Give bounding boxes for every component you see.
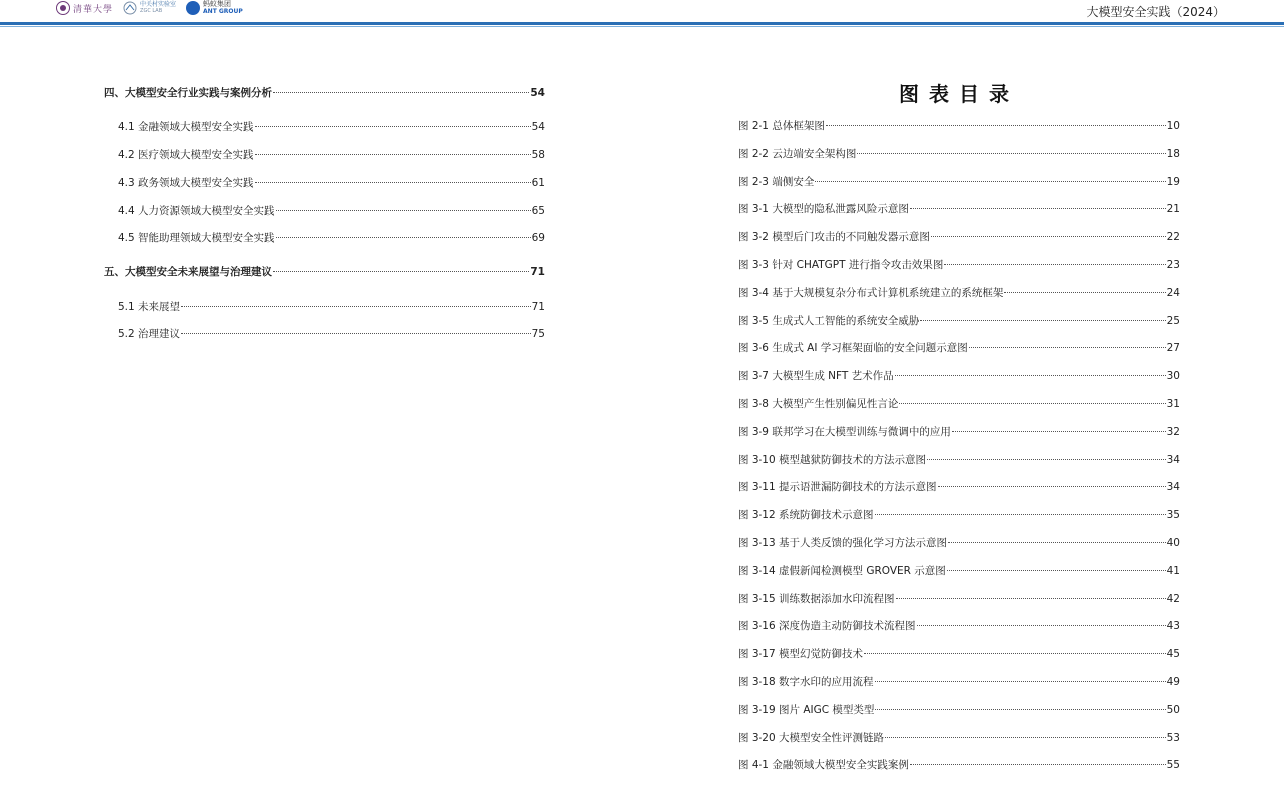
toc-entry[interactable] (118, 148, 545, 162)
dot-leader (947, 569, 1166, 571)
dot-leader (276, 236, 531, 238)
dot-leader (895, 374, 1166, 376)
toc-entry[interactable] (738, 647, 1180, 661)
toc-entry-page-number: 53 (1166, 732, 1180, 744)
ant-group-name-cn: 蚂蚁集团 (203, 0, 232, 8)
toc-entry-page-number: 43 (1166, 620, 1180, 632)
toc-entry-page-number: 30 (1166, 370, 1180, 382)
dot-leader (255, 153, 531, 155)
dot-leader (255, 181, 531, 183)
toc-entry[interactable] (738, 508, 1180, 522)
toc-entry-label: 图 3-11 提示语泄漏防御技术的方法示意图 (738, 481, 937, 493)
toc-entry-page-number: 69 (531, 232, 545, 244)
toc-entry[interactable] (738, 619, 1180, 633)
toc-entry[interactable] (738, 480, 1180, 494)
toc-entry-label: 图 3-15 训练数据添加水印流程图 (738, 593, 895, 605)
toc-entry-page-number: 75 (531, 328, 545, 340)
toc-entry[interactable] (738, 258, 1180, 272)
zgc-lab-name-en: ZGC LAB (140, 8, 163, 14)
zgc-lab-mark-icon (123, 1, 137, 15)
dot-leader (826, 124, 1166, 126)
toc-entry-page-number: 65 (531, 205, 545, 217)
toc-entry[interactable] (738, 397, 1180, 411)
header-rule-thin (0, 26, 1284, 27)
toc-entry[interactable] (104, 265, 545, 279)
toc-entry-label: 图 2-1 总体框架图 (738, 120, 825, 132)
toc-entry-page-number: 61 (531, 177, 545, 189)
toc-entry-label: 图 3-14 虚假新闻检测模型 GROVER 示意图 (738, 565, 946, 577)
toc-entry-label: 图 3-2 模型后门攻击的不同触发器示意图 (738, 231, 930, 243)
toc-entry-page-number: 49 (1166, 676, 1180, 688)
toc-entry-label: 4.1 金融领域大模型安全实践 (118, 121, 254, 133)
toc-entry[interactable] (738, 536, 1180, 550)
dot-leader (864, 652, 1166, 654)
dot-leader (969, 346, 1166, 348)
dot-leader (875, 680, 1166, 682)
toc-entry-label: 图 3-8 大模型产生性别偏见性言论 (738, 398, 899, 410)
document-title: 大模型安全实践（2024） (1086, 5, 1225, 19)
toc-entry-label: 五、大模型安全未来展望与治理建议 (104, 266, 272, 278)
toc-entry[interactable] (738, 425, 1180, 439)
toc-entry-page-number: 50 (1166, 704, 1180, 716)
toc-entry-page-number: 71 (531, 301, 545, 313)
dot-leader (181, 305, 531, 307)
toc-entry-page-number: 21 (1166, 203, 1180, 215)
toc-entry-label: 图 4-1 金融领域大模型安全实践案例 (738, 759, 909, 771)
ant-group-name-en: ANT GROUP (203, 8, 243, 15)
ant-group-mark-icon (186, 1, 200, 15)
toc-entry-page-number: 45 (1166, 648, 1180, 660)
page-header (0, 0, 1284, 22)
dot-leader (931, 235, 1166, 237)
toc-entry[interactable] (738, 675, 1180, 689)
dot-leader (181, 332, 531, 334)
dot-leader (927, 458, 1166, 460)
toc-entry-page-number: 58 (531, 149, 545, 161)
toc-entry[interactable] (738, 758, 1180, 772)
toc-entry-page-number: 54 (531, 121, 545, 133)
toc-entry[interactable] (738, 202, 1180, 216)
toc-entry-page-number: 22 (1166, 231, 1180, 243)
toc-entry-page-number: 34 (1166, 454, 1180, 466)
toc-entry-label: 图 3-3 针对 CHATGPT 进行指令攻击效果图 (738, 259, 944, 271)
dot-leader (920, 319, 1165, 321)
toc-entry-page-number: 18 (1166, 148, 1180, 160)
toc-entry-page-number: 31 (1166, 398, 1180, 410)
logo-bar (56, 0, 243, 16)
toc-entry-label: 图 3-7 大模型生成 NFT 艺术作品 (738, 370, 894, 382)
toc-entry-label: 图 3-9 联邦学习在大模型训练与微调中的应用 (738, 426, 951, 438)
toc-entry-label: 图 3-20 大模型安全性评测链路 (738, 732, 885, 744)
toc-entry-page-number: 35 (1166, 509, 1180, 521)
dot-leader (875, 708, 1165, 710)
header-rule (0, 22, 1284, 25)
toc-entry-page-number: 24 (1166, 287, 1180, 299)
toc-entry[interactable] (118, 120, 545, 134)
toc-entry[interactable] (118, 231, 545, 245)
toc-entry-label: 5.1 未来展望 (118, 301, 181, 313)
toc-entry-label: 图 3-4 基于大规模复杂分布式计算机系统建立的系统框架 (738, 287, 1004, 299)
toc-entry-label: 图 3-17 模型幻觉防御技术 (738, 648, 864, 660)
toc-entry-label: 图 2-2 云边端安全架构图 (738, 148, 857, 160)
toc-entry-page-number: 71 (530, 266, 545, 278)
tsinghua-logo-text: 清華大學 (73, 4, 114, 15)
tsinghua-logo (56, 1, 113, 15)
toc-entry-page-number: 42 (1166, 593, 1180, 605)
dot-leader (910, 207, 1166, 209)
toc-entry-label: 图 3-10 模型越狱防御技术的方法示意图 (738, 454, 927, 466)
toc-entry-label: 图 3-16 深度伪造主动防御技术流程图 (738, 620, 916, 632)
toc-entry[interactable] (738, 592, 1180, 606)
dot-leader (896, 597, 1166, 599)
toc-entry[interactable] (118, 327, 545, 341)
dot-leader (255, 125, 531, 127)
dot-leader (815, 180, 1165, 182)
toc-entry-label: 图 3-12 系统防御技术示意图 (738, 509, 874, 521)
figures-list-title: 图表目录 (899, 82, 1019, 106)
toc-entry[interactable] (738, 731, 1180, 745)
toc-entry-label: 图 3-13 基于人类反馈的强化学习方法示意图 (738, 537, 948, 549)
toc-entry-label: 图 3-1 大模型的隐私泄露风险示意图 (738, 203, 909, 215)
toc-entry[interactable] (738, 341, 1180, 355)
toc-entry-label: 图 2-3 端侧安全 (738, 176, 815, 188)
ant-group-logo (186, 1, 243, 15)
toc-entry-label: 4.5 智能助理领域大模型安全实践 (118, 232, 275, 244)
toc-entry[interactable] (738, 230, 1180, 244)
toc-entry-label: 图 3-5 生成式人工智能的系统安全威胁 (738, 315, 920, 327)
toc-entry-page-number: 54 (530, 87, 545, 99)
toc-entry[interactable] (118, 204, 545, 218)
dot-leader (910, 763, 1166, 765)
toc-entry-page-number: 32 (1166, 426, 1180, 438)
toc-entry[interactable] (738, 453, 1180, 467)
toc-entry-label: 图 3-19 图片 AIGC 模型类型 (738, 704, 875, 716)
toc-entry-page-number: 25 (1166, 315, 1180, 327)
toc-entry-label: 四、大模型安全行业实践与案例分析 (104, 87, 272, 99)
toc-entry-label: 图 3-18 数字水印的应用流程 (738, 676, 874, 688)
toc-entry-page-number: 19 (1166, 176, 1180, 188)
dot-leader (885, 736, 1166, 738)
toc-entry-page-number: 10 (1166, 120, 1180, 132)
toc-entry-page-number: 23 (1166, 259, 1180, 271)
toc-entry[interactable] (118, 300, 545, 314)
zgc-lab-logo (123, 1, 176, 15)
dot-leader (1004, 291, 1165, 293)
toc-entry-label: 4.2 医疗领域大模型安全实践 (118, 149, 254, 161)
toc-entry-page-number: 40 (1166, 537, 1180, 549)
dot-leader (273, 91, 529, 93)
toc-entry[interactable] (738, 314, 1180, 328)
tsinghua-seal-icon (56, 1, 70, 15)
toc-entry-label: 5.2 治理建议 (118, 328, 181, 340)
toc-entry-page-number: 34 (1166, 481, 1180, 493)
toc-entry[interactable] (738, 119, 1180, 133)
dot-leader (948, 541, 1166, 543)
dot-leader (273, 270, 529, 272)
toc-entry[interactable] (738, 175, 1180, 189)
toc-entry-label: 4.3 政务领域大模型安全实践 (118, 177, 254, 189)
dot-leader (899, 402, 1165, 404)
toc-entry-page-number: 41 (1166, 565, 1180, 577)
toc-entry[interactable] (104, 86, 545, 100)
toc-entry[interactable] (738, 703, 1180, 717)
toc-entry[interactable] (738, 147, 1180, 161)
toc-entry[interactable] (118, 176, 545, 190)
toc-entry-label: 4.4 人力资源领域大模型安全实践 (118, 205, 275, 217)
toc-entry-page-number: 55 (1166, 759, 1180, 771)
toc-entry[interactable] (738, 369, 1180, 383)
dot-leader (276, 209, 531, 211)
dot-leader (875, 513, 1166, 515)
dot-leader (917, 624, 1166, 626)
zgc-lab-name-cn: 中关村实验室 (140, 1, 177, 8)
dot-leader (857, 152, 1165, 154)
dot-leader (952, 430, 1166, 432)
dot-leader (938, 485, 1166, 487)
toc-entry-label: 图 3-6 生成式 AI 学习框架面临的安全问题示意图 (738, 342, 968, 354)
toc-entry[interactable] (738, 564, 1180, 578)
toc-entry-page-number: 27 (1166, 342, 1180, 354)
dot-leader (944, 263, 1165, 265)
toc-entry[interactable] (738, 286, 1180, 300)
